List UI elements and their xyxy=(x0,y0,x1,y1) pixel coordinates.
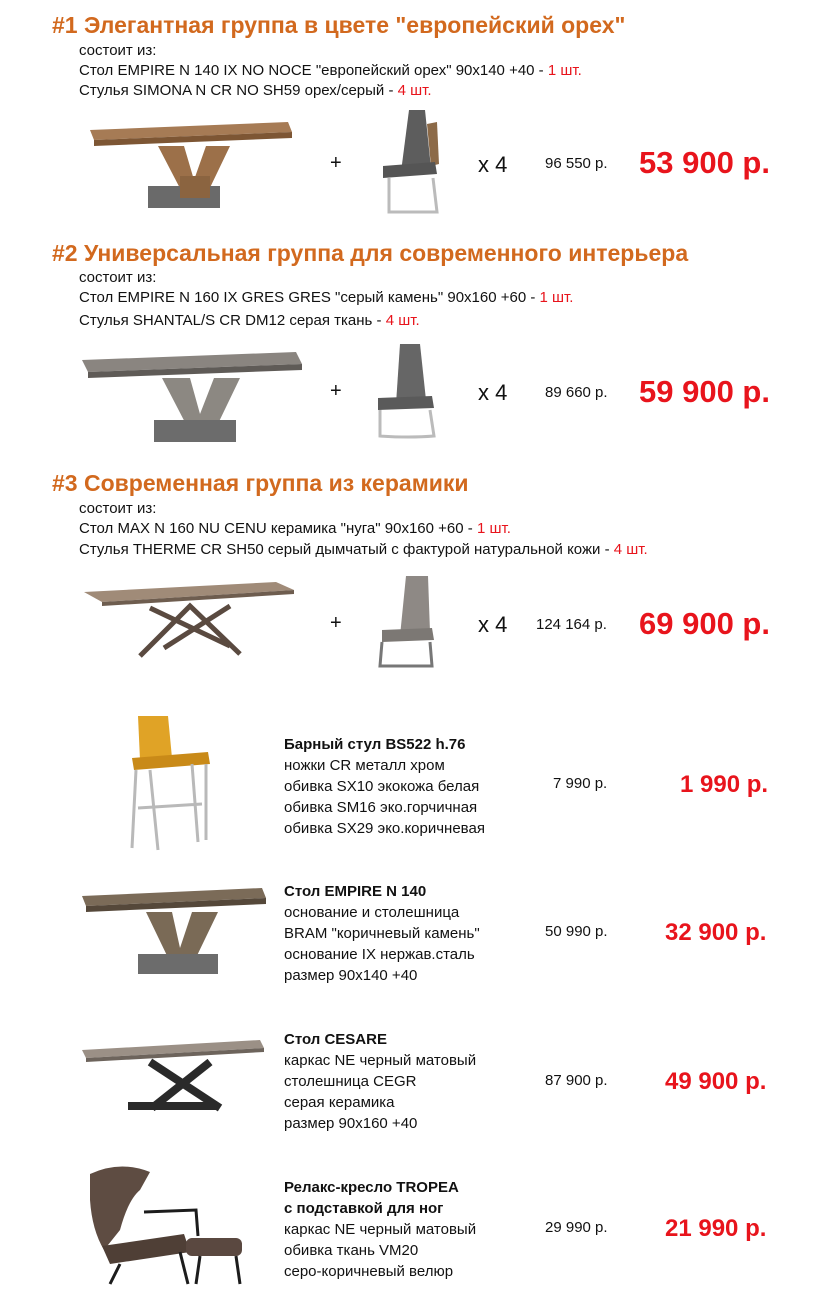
group-2-old-price: 89 660 р. xyxy=(545,384,608,401)
item-2-table-image xyxy=(80,884,270,980)
group-1-old-price: 96 550 р. xyxy=(545,155,608,172)
group-3-chair-image xyxy=(372,572,452,674)
group-2-title: #2 Универсальная группа для современного интерьера xyxy=(52,240,689,266)
group-3-title: #3 Современная группа из керамики xyxy=(52,470,469,496)
item-4-armchair-image xyxy=(80,1160,250,1288)
group-1-line-1: Стол EMPIRE N 140 IX NO NOCE "европейский орех" 90x140 +40 - 1 шт. xyxy=(79,62,582,79)
group-2-plus: + xyxy=(330,380,342,402)
item-1-bar-stool-image xyxy=(128,712,214,852)
item-4-line-3: серо-коричневый велюр xyxy=(284,1263,454,1280)
item-2-line-1: основание и столешница xyxy=(284,904,460,921)
group-1-times: x 4 xyxy=(478,152,508,177)
item-2-price: 32 900 р. xyxy=(665,919,767,946)
group-1-title: #1 Элегантная группа в цвете "европейский орех" xyxy=(52,12,626,38)
item-1-title: Барный стул BS522 h.76 xyxy=(284,736,466,753)
item-2-title: Стол EMPIRE N 140 xyxy=(284,883,427,900)
item-4-title-2: с подставкой для ног xyxy=(284,1200,444,1217)
group-3-times: x 4 xyxy=(478,612,508,637)
item-1-price: 1 990 р. xyxy=(680,771,769,798)
group-1-table-image xyxy=(88,118,298,214)
group-1-consists: состоит из: xyxy=(79,42,157,59)
item-1-line-2: обивка SX10 экокожа белая xyxy=(284,778,480,795)
group-3-consists: состоит из: xyxy=(79,500,157,517)
item-3-line-4: размер 90x160 +40 xyxy=(284,1115,418,1132)
item-2-description xyxy=(284,881,480,986)
group-3-old-price: 124 164 р. xyxy=(536,616,607,633)
item-2-line-3: основание IX нержав.сталь xyxy=(284,946,475,963)
group-1-price: 53 900 р. xyxy=(639,145,770,180)
group-2-table-image xyxy=(80,350,310,446)
item-4-description xyxy=(284,1177,476,1282)
group-3-line-2: Стулья THERME CR SH50 серый дымчатый с фактурой натуральной кожи - 4 шт. xyxy=(79,541,648,558)
group-3-table-image xyxy=(80,576,300,662)
group-2-line-2: Стулья SHANTAL/S CR DM12 серая ткань - 4 шт. xyxy=(79,312,420,329)
group-2-price: 59 900 р. xyxy=(639,374,770,409)
group-2-times: x 4 xyxy=(478,380,508,405)
group-1-chair-image xyxy=(375,104,455,216)
group-2-chair-image xyxy=(370,338,450,442)
item-1-line-1: ножки CR металл хром xyxy=(284,757,445,774)
group-1-line-2: Стулья SIMONA N CR NO SH59 орех/серый - 4 шт. xyxy=(79,82,432,99)
item-1-description xyxy=(284,734,485,839)
item-1-line-3: обивка SM16 эко.горчичная xyxy=(284,799,478,816)
item-2-line-4: размер 90x140 +40 xyxy=(284,967,418,984)
item-1-line-4: обивка SX29 эко.коричневая xyxy=(284,820,485,837)
item-1-old-price: 7 990 р. xyxy=(553,775,608,792)
item-3-line-3: серая керамика xyxy=(284,1094,395,1111)
item-2-line-2: BRAM "коричневый камень" xyxy=(284,925,480,942)
item-3-description xyxy=(284,1029,476,1134)
item-3-title: Стол CESARE xyxy=(284,1031,387,1048)
item-3-price: 49 900 р. xyxy=(665,1068,767,1095)
item-3-old-price: 87 900 р. xyxy=(545,1072,608,1089)
item-4-line-1: каркас NE черный матовый xyxy=(284,1221,477,1238)
group-2-line-1: Стол EMPIRE N 160 IX GRES GRES "серый камень" 90x160 +60 - 1 шт. xyxy=(79,289,574,306)
group-3-plus: + xyxy=(330,612,342,634)
group-1-plus: + xyxy=(330,152,342,174)
item-3-line-1: каркас NE черный матовый xyxy=(284,1052,477,1069)
group-3-line-1: Стол MAX N 160 NU CENU керамика "нуга" 90x160 +60 - 1 шт. xyxy=(79,520,511,537)
item-4-title: Релакс-кресло TROPEA xyxy=(284,1179,459,1196)
item-3-line-2: столешница CEGR xyxy=(284,1073,417,1090)
item-4-old-price: 29 990 р. xyxy=(545,1219,608,1236)
item-4-line-2: обивка ткань VM20 xyxy=(284,1242,419,1259)
item-3-table-image xyxy=(80,1038,270,1120)
item-2-old-price: 50 990 р. xyxy=(545,923,608,940)
group-3-price: 69 900 р. xyxy=(639,606,770,641)
item-4-price: 21 990 р. xyxy=(665,1215,767,1242)
group-2-consists: состоит из: xyxy=(79,269,157,286)
